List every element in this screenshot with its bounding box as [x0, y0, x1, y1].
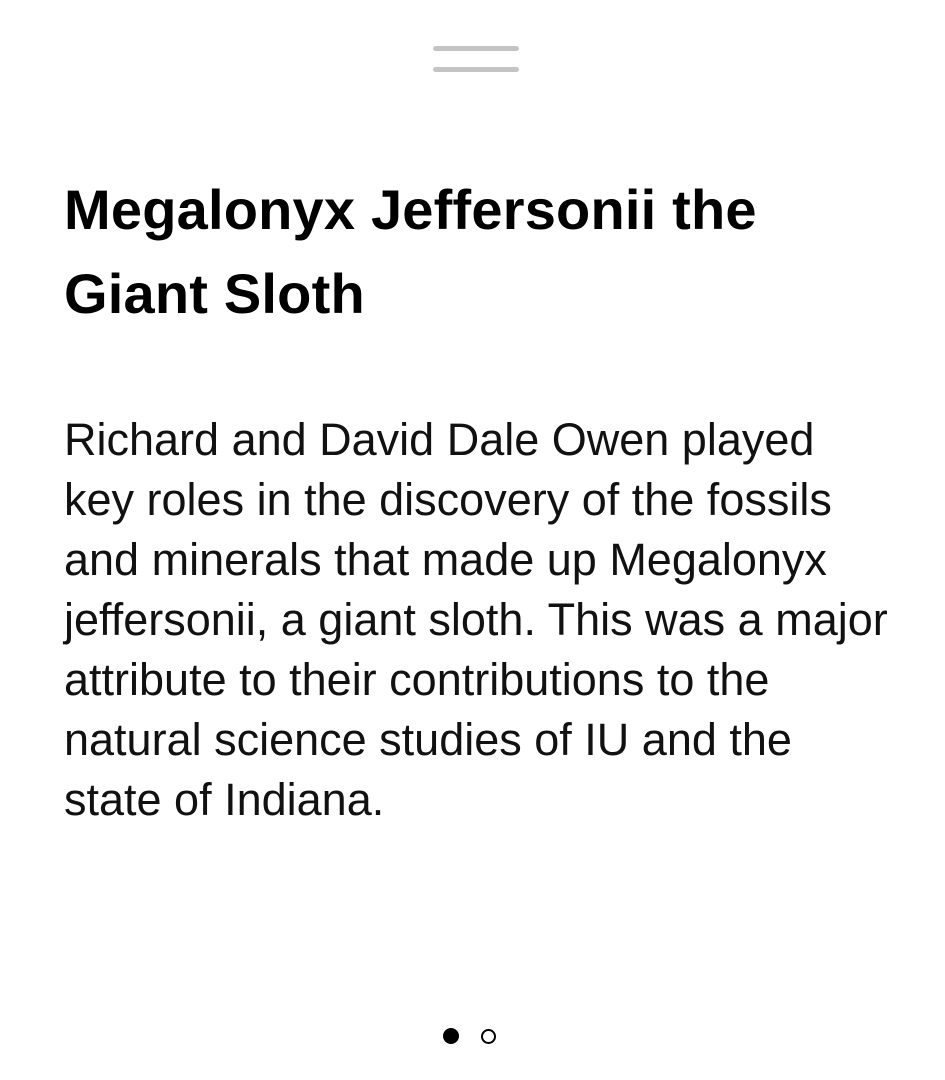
drag-handle-bar-bottom	[433, 67, 519, 72]
page-dot-2[interactable]	[481, 1029, 496, 1044]
article-title: Megalonyx Jeffersonii the Giant Sloth	[64, 178, 757, 325]
article-body: Richard and David Dale Owen played key roles in the discovery of the fossils and minerals that made up Megalonyx jeffersonii, a giant sloth. This was a major attribute to their contributions to the natural science studies of IU and the state of Indiana.	[64, 414, 888, 825]
page-dot-1[interactable]	[443, 1028, 459, 1044]
drag-handle-icon[interactable]	[433, 46, 519, 72]
drag-handle-bar-top	[433, 46, 519, 51]
page-indicator	[443, 1028, 496, 1044]
